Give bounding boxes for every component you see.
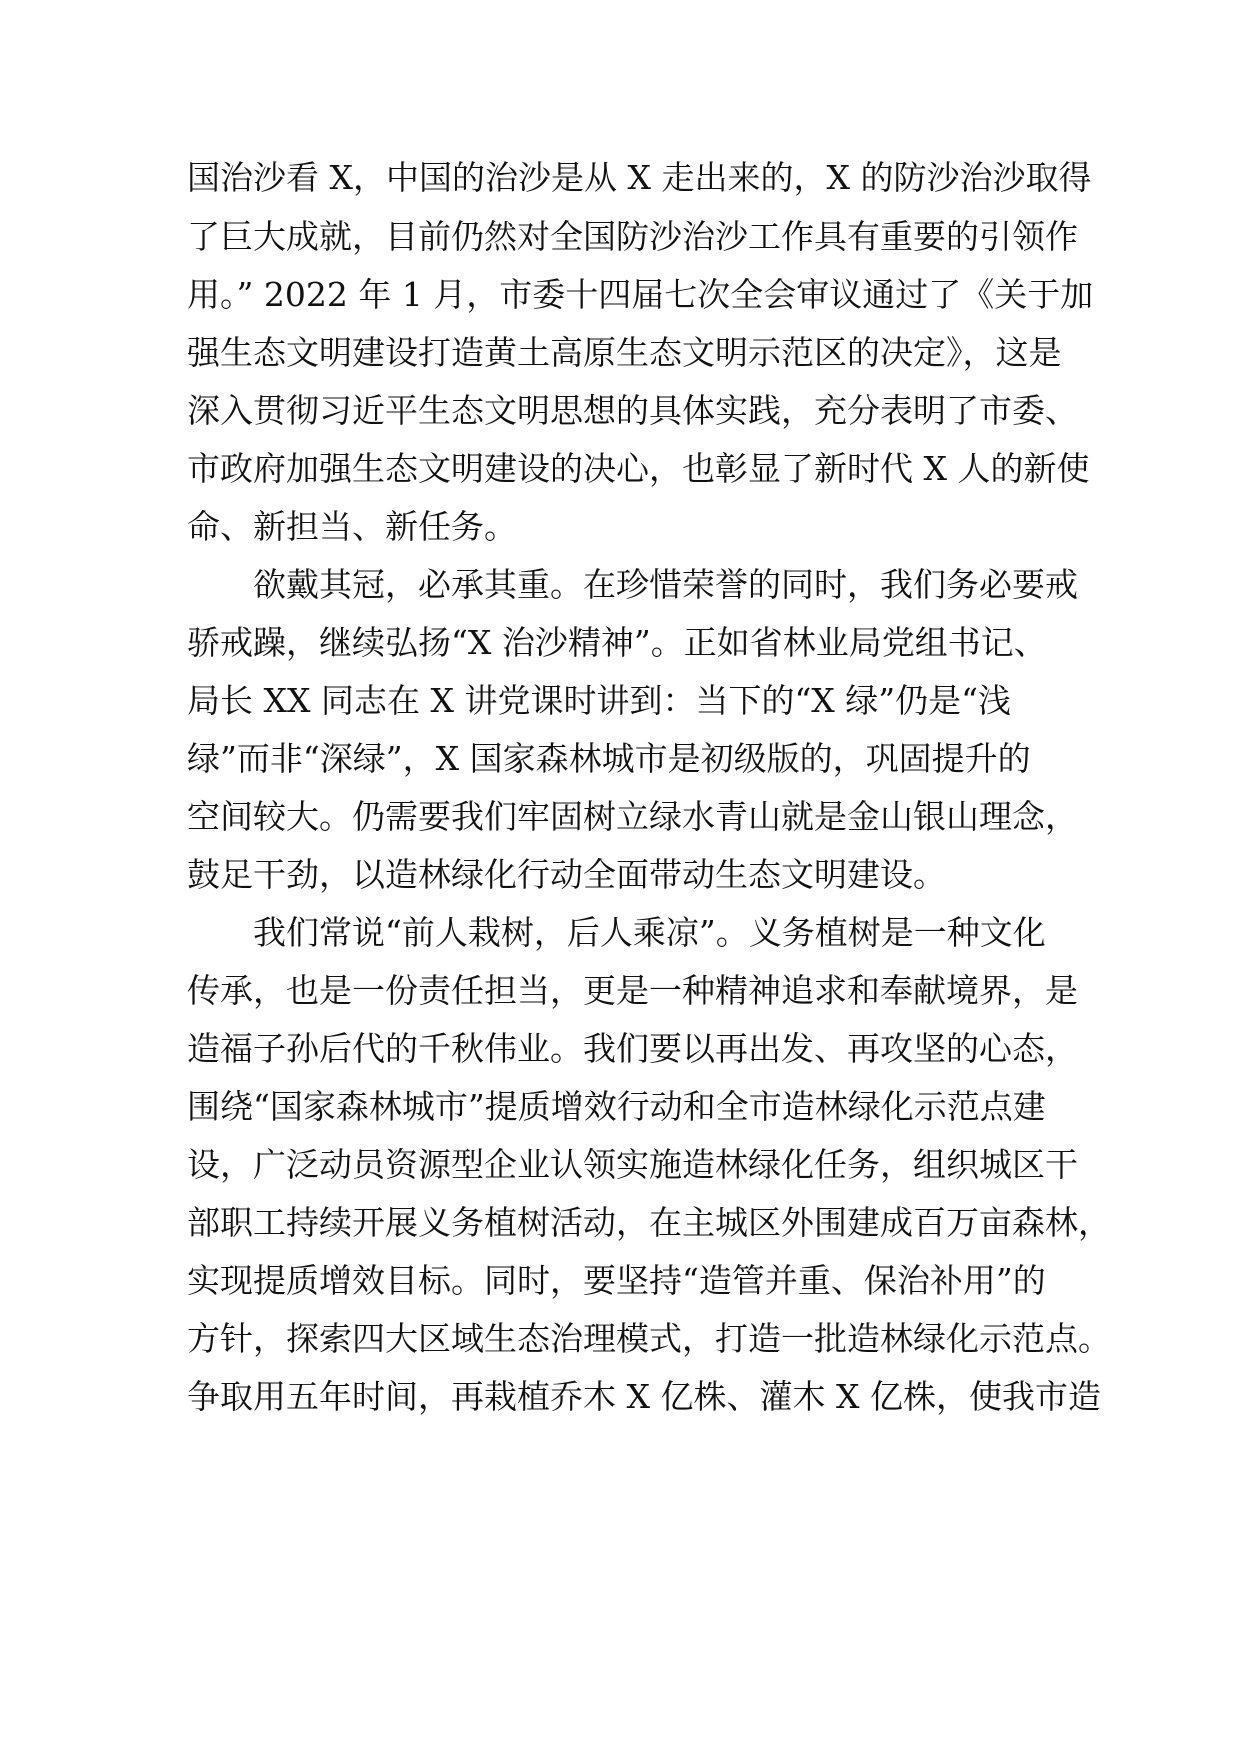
text-line-1: 国治沙看 X，中国的治沙是从 X 走出来的，X 的防沙治沙取得 xyxy=(187,158,1092,197)
text-line-15: 传承，也是一份责任担当，更是一种精神追求和奉献境界，是 xyxy=(187,971,1078,1010)
text-line-19: 部职工持续开展义务植树活动，在主城区外围建成百万亩森林， xyxy=(187,1203,1111,1242)
text-line-12: 空间较大。仍需要我们牢固树立绿水青山就是金山银山理念， xyxy=(187,797,1078,836)
paragraph-2-first-line: 欲戴其冠，必承其重。在珍惜荣誉的同时，我们务必要戒 xyxy=(253,565,1078,604)
paragraph-3-first-line: 我们常说“前人栽树，后人乘凉”。义务植树是一种文化 xyxy=(253,913,1046,952)
text-line-21: 方针，探索四大区域生态治理模式，打造一批造林绿化示范点。 xyxy=(187,1319,1111,1358)
text-line-11: 绿”而非“深绿”，X 国家森林城市是初级版的，巩固提升的 xyxy=(187,739,1031,778)
text-line-22: 争取用五年时间，再栽植乔木 X 亿株、灌木 X 亿株，使我市造 xyxy=(187,1377,1101,1416)
text-line-4: 强生态文明建设打造黄土高原生态文明示范区的决定》，这是 xyxy=(187,333,1062,372)
text-line-6: 市政府加强生态文明建设的决心，也彰显了新时代 X 人的新使 xyxy=(187,449,1090,488)
text-line-16: 造福子孙后代的千秋伟业。我们要以再出发、再攻坚的心态， xyxy=(187,1029,1078,1068)
text-line-2: 了巨大成就，目前仍然对全国防沙治沙工作具有重要的引领作 xyxy=(187,217,1078,256)
text-line-3: 用。” 2022 年 1 月，市委十四届七次全会审议通过了《关于加 xyxy=(187,275,1094,314)
text-line-17: 围绕“国家森林城市”提质增效行动和全市造林绿化示范点建 xyxy=(187,1087,1046,1126)
text-line-13: 鼓足干劲，以造林绿化行动全面带动生态文明建设。 xyxy=(187,855,946,894)
text-line-20: 实现提质增效目标。同时，要坚持“造管并重、保治补用”的 xyxy=(187,1261,1046,1300)
text-line-5: 深入贯彻习近平生态文明思想的具体实践，充分表明了市委、 xyxy=(187,391,1078,430)
text-line-18: 设，广泛动员资源型企业认领实施造林绿化任务，组织城区干 xyxy=(187,1145,1078,1184)
text-line-10: 局长 XX 同志在 X 讲党课时讲到：当下的“X 绿”仍是“浅 xyxy=(187,681,1012,720)
text-line-9: 骄戒躁，继续弘扬“X 治沙精神”。正如省林业局党组书记、 xyxy=(187,623,1047,662)
text-line-7: 命、新担当、新任务。 xyxy=(187,507,517,546)
